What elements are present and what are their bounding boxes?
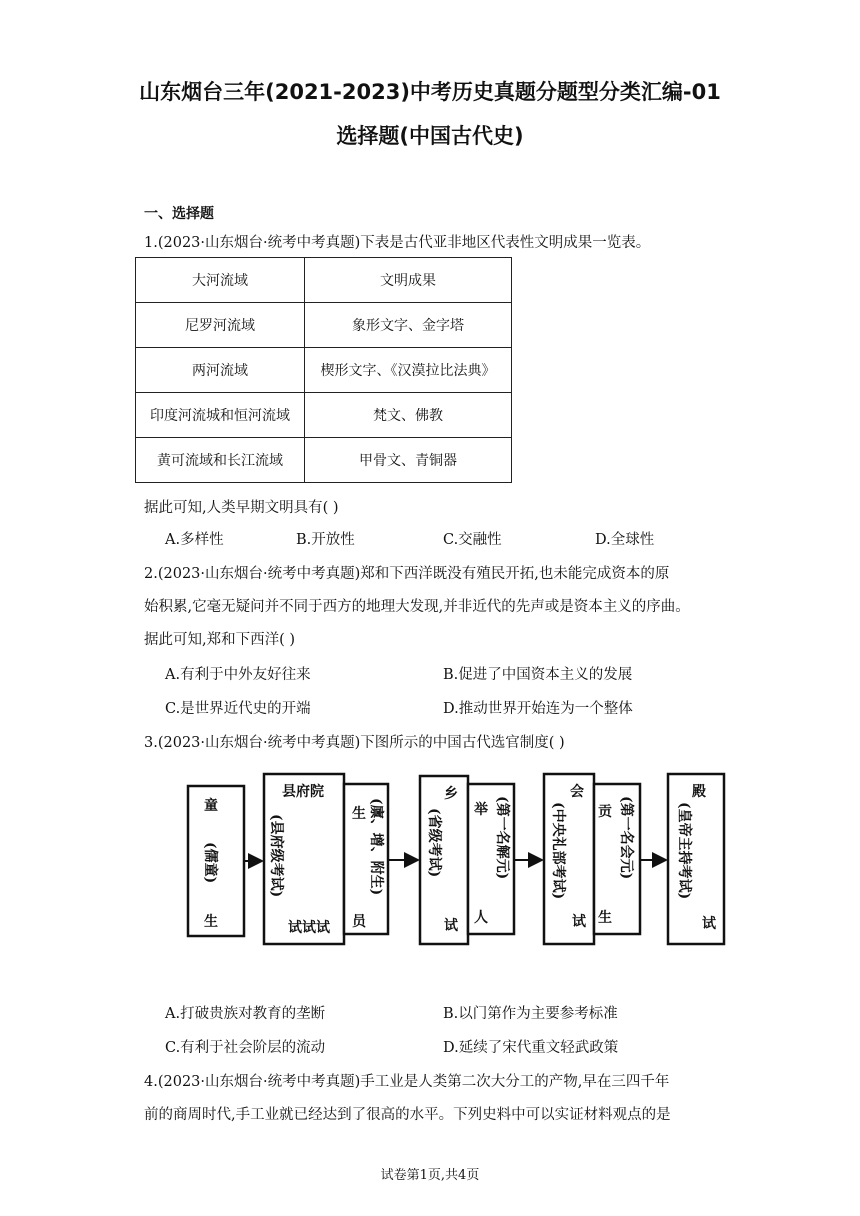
table-header-cell: 大河流域 (136, 258, 305, 303)
civilization-table (135, 257, 512, 483)
text-hui-shi: 试 (572, 914, 586, 930)
text-gong: 贡 (598, 804, 612, 820)
text-juren-note (494, 796, 511, 879)
table-cell: 楔形文字、《汉漠拉比法典》 (305, 348, 512, 393)
q1-option-c[interactable]: C.交融性 (443, 532, 502, 548)
page-footer: 试卷第1页,共4页 (380, 1168, 480, 1183)
q2-option-a[interactable]: A.有利于中外友好往来 (165, 667, 311, 683)
text-ren: 人 (474, 910, 488, 926)
svg-text:(县府级考试): (县府级考试) (268, 814, 284, 898)
q4-line1: 4.(2023·山东烟台·统考中考真题)手工业是人类第二次大分工的产物,早在三四千年 (144, 1074, 670, 1090)
table-row (136, 393, 512, 438)
text-hui-note (550, 802, 567, 899)
svg-text:(皇帝主持考试): (皇帝主持考试) (676, 802, 692, 900)
text-shengyuan-note (368, 798, 385, 895)
q2-line2: 始积累,它毫无疑问并不同于西方的地理大发现,并非近代的先声或是资本主义的序曲。 (144, 599, 690, 615)
table-cell: 两河流域 (136, 348, 305, 393)
section-heading: 一、选择题 (144, 206, 214, 222)
q3-option-d[interactable]: D.延续了宋代重文轻武政策 (443, 1040, 619, 1056)
q1-option-d[interactable]: D.全球性 (595, 532, 655, 548)
text-ju: 举 (474, 802, 488, 818)
text-tong: 童 (204, 798, 218, 814)
table-cell: 尼罗河流域 (136, 303, 305, 348)
q2-option-c[interactable]: C.是世界近代史的开端 (165, 701, 311, 717)
svg-text:(廪、增、附生): (廪、增、附生) (368, 798, 384, 896)
text-dian-shi: 试 (702, 916, 716, 932)
text-xiang-note (426, 808, 443, 877)
svg-text:(第一名解元): (第一名解元) (494, 796, 510, 880)
text-xiang: 乡 (444, 786, 458, 802)
document-title-line1: 山东烟台三年(2021-2023)中考历史真题分题型分类汇编-01 (139, 80, 721, 104)
q1-option-b[interactable]: B.开放性 (296, 532, 355, 548)
svg-text:(中央礼部考试): (中央礼部考试) (550, 802, 566, 900)
q3-option-b[interactable]: B.以门第作为主要参考标准 (443, 1006, 618, 1022)
text-shengyuan-yuan: 员 (352, 914, 366, 930)
table-row (136, 348, 512, 393)
table-cell: 梵文、佛教 (305, 393, 512, 438)
q1-option-a[interactable]: A.多样性 (165, 532, 224, 548)
text-dian: 殿 (692, 784, 706, 800)
table-row (136, 258, 512, 303)
q2-line1: 2.(2023·山东烟台·统考中考真题)郑和下西洋既没有殖民开拓,也未能完成资本的原 (144, 566, 670, 582)
table-cell: 甲骨文、青铜器 (305, 438, 512, 483)
q2-option-b[interactable]: B.促进了中国资本主义的发展 (443, 667, 633, 683)
q1-follow-up: 据此可知,人类早期文明具有( ) (144, 500, 339, 516)
text-gong-sheng: 生 (598, 910, 612, 926)
q3-stem: 3.(2023·山东烟台·统考中考真题)下图所示的中国古代选官制度( ) (144, 735, 565, 751)
text-tong-sheng: 生 (204, 914, 218, 930)
svg-text:(第一名会元): (第一名会元) (618, 796, 634, 880)
text-xianfu-note (268, 814, 285, 897)
q2-line3: 据此可知,郑和下西洋( ) (144, 632, 296, 648)
text-hui: 会 (570, 784, 584, 800)
text-xiang-shi: 试 (444, 918, 458, 934)
table-cell: 象形文字、金字塔 (305, 303, 512, 348)
text-tong-note (202, 842, 219, 883)
text-xianfuyuan: 县府院 (282, 784, 324, 800)
table-header-cell: 文明成果 (305, 258, 512, 303)
exam-system-diagram (180, 766, 730, 951)
q3-option-a[interactable]: A.打破贵族对教育的垄断 (165, 1006, 326, 1022)
table-row (136, 303, 512, 348)
q3-option-c[interactable]: C.有利于社会阶层的流动 (165, 1040, 326, 1056)
svg-text:(省级考试): (省级考试) (426, 808, 442, 878)
svg-text:(儒童): (儒童) (202, 842, 218, 884)
text-gongsheng-note (618, 796, 635, 879)
document-title-line2: 选择题(中国古代史) (336, 124, 524, 148)
q4-line2: 前的商周时代,手工业就已经达到了很高的水平。下列史料中可以实证材料观点的是 (144, 1107, 671, 1123)
q2-option-d[interactable]: D.推动世界开始连为一个整体 (443, 701, 633, 717)
text-shengyuan-sheng: 生 (352, 806, 366, 822)
table-cell: 黄可流域和长江流域 (136, 438, 305, 483)
q1-stem: 1.(2023·山东烟台·统考中考真题)下表是古代亚非地区代表性文明成果一览表。 (144, 235, 651, 251)
table-cell: 印度河流城和恒河流域 (136, 393, 305, 438)
table-row (136, 438, 512, 483)
text-dian-note (676, 802, 693, 899)
text-shishishi: 试试试 (288, 920, 330, 936)
